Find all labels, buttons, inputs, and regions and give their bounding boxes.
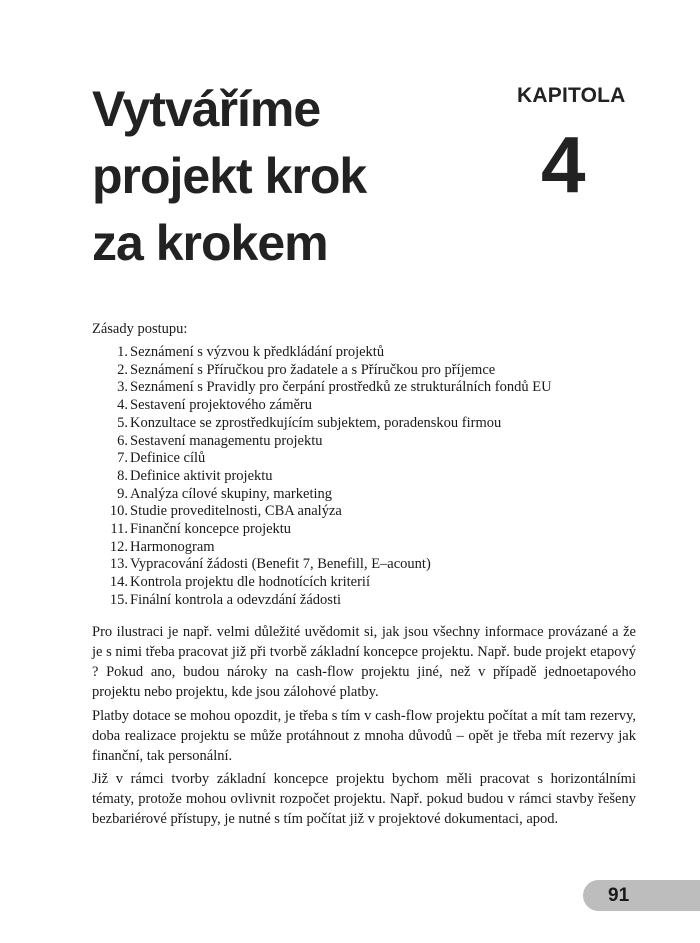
page-number-tab bbox=[583, 880, 700, 911]
list-item bbox=[92, 397, 612, 415]
list-item-number: 15. bbox=[109, 591, 128, 608]
list-item bbox=[92, 486, 612, 504]
steps-list bbox=[92, 344, 612, 610]
list-item-number: 12. bbox=[109, 538, 128, 555]
list-item-text: Sestavení projektového záměru bbox=[130, 397, 312, 414]
list-item bbox=[92, 415, 612, 433]
list-item-text: Seznámení s Příručkou pro žadatele a s Příručkou pro příjemce bbox=[130, 361, 496, 378]
list-item-number: 8. bbox=[117, 467, 128, 484]
list-item bbox=[92, 450, 612, 468]
paragraph-payments: Platby dotace se mohou opozdit, je třeba s tím v cash-flow projektu počítat a mít tam rezervy, doba realizace projektu se může protáhnout z mnoha důvodů – opět je třeba mít rezervy jak finanční, tak personální. bbox=[92, 708, 636, 764]
list-item-number: 7. bbox=[117, 450, 128, 467]
list-item bbox=[92, 503, 612, 521]
list-item-number: 5. bbox=[117, 414, 128, 431]
list-item-number: 3. bbox=[117, 379, 128, 396]
chapter-label: KAPITOLA bbox=[517, 84, 626, 107]
list-item-text: Seznámení s Pravidly pro čerpání prostředků ze strukturálních fondů EU bbox=[130, 379, 552, 396]
list-item bbox=[92, 362, 612, 380]
list-item-number: 13. bbox=[109, 556, 128, 573]
list-item-text: Sestavení managementu projektu bbox=[130, 432, 323, 449]
paragraph-cash-flow: Pro ilustraci je např. velmi důležité uvědomit si, jak jsou všechny informace provázané a že je s nimi třeba pracovat již při tvorbě základní koncepce projektu. Např. bude projekt etapový ? Pokud ano, budou nároky na cash-flow projektu jiné, než v případě jednoetapového projektu nebo projektu, kde jsou zálohové platby. bbox=[92, 624, 636, 700]
list-item-text: Definice aktivit projektu bbox=[130, 467, 273, 484]
list-item-number: 4. bbox=[117, 397, 128, 414]
list-item-text: Definice cílů bbox=[130, 450, 206, 467]
list-item-number: 11. bbox=[110, 521, 128, 538]
list-item-text: Finanční koncepce projektu bbox=[130, 521, 292, 538]
list-item bbox=[92, 468, 612, 486]
chapter-title-line-3: za krokem bbox=[92, 215, 328, 271]
list-item bbox=[92, 521, 612, 539]
steps-intro: Zásady postupu: bbox=[92, 321, 188, 337]
list-item-number: 9. bbox=[117, 485, 128, 502]
paragraph-horizontal-themes: Již v rámci tvorby základní koncepce projektu bychom měli pracovat s horizontálními tématy, protože mohou ovlivnit rozpočet projektu. Např. pokud budou v rámci stavby řešeny bezbariérové přístupy, je nutné s tím počítat již v projektové dokumentaci, apod. bbox=[92, 771, 636, 827]
list-item-text: Vypracování žádosti (Benefit 7, Benefill, E–acount) bbox=[130, 556, 431, 573]
list-item bbox=[92, 379, 612, 397]
list-item-text: Kontrola projektu dle hodnotících kriterií bbox=[130, 574, 370, 591]
list-item-number: 10. bbox=[109, 503, 128, 520]
list-item-number: 1. bbox=[117, 344, 128, 360]
list-item-number: 14. bbox=[109, 574, 128, 591]
list-item bbox=[92, 574, 612, 592]
list-item bbox=[92, 433, 612, 451]
chapter-title bbox=[92, 76, 366, 277]
list-item-text: Harmonogram bbox=[130, 538, 215, 555]
chapter-title-line-2: projekt krok bbox=[92, 148, 367, 204]
list-item bbox=[92, 539, 612, 557]
list-item bbox=[92, 344, 612, 362]
list-item-number: 6. bbox=[117, 432, 128, 449]
list-item bbox=[92, 556, 612, 574]
chapter-number: 4 bbox=[541, 120, 586, 209]
list-item-text: Konzultace se zprostředkujícím subjektem, poradenskou firmou bbox=[130, 414, 502, 431]
list-item-text: Analýza cílové skupiny, marketing bbox=[130, 485, 333, 502]
list-item-number: 2. bbox=[117, 361, 128, 378]
list-item bbox=[92, 592, 612, 610]
chapter-title-line-1: Vytváříme bbox=[92, 81, 321, 137]
page-number: 91 bbox=[608, 885, 630, 906]
list-item-text: Seznámení s výzvou k předkládání projektů bbox=[130, 344, 385, 360]
list-item-text: Studie proveditelnosti, CBA analýza bbox=[130, 503, 342, 520]
list-item-text: Finální kontrola a odevzdání žádosti bbox=[130, 591, 342, 608]
